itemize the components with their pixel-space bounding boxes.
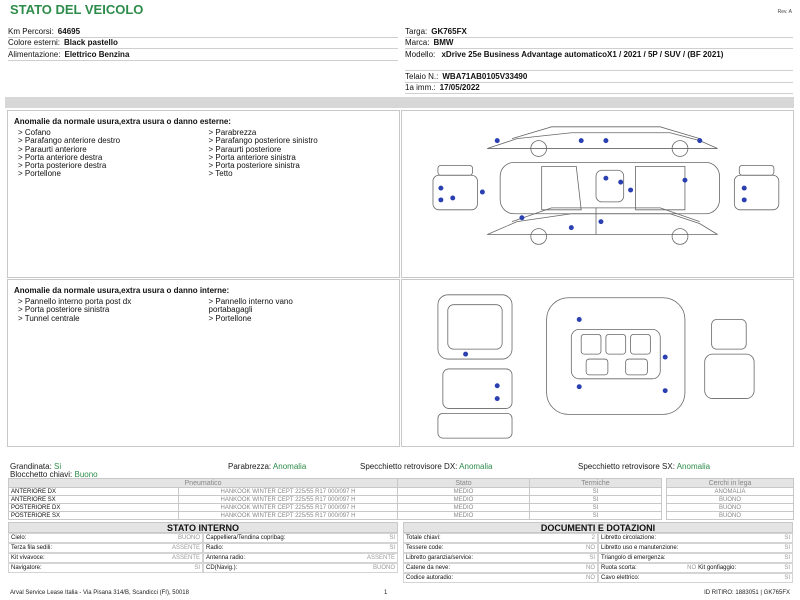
documents-grid — [403, 533, 793, 583]
list-item: portabagagli — [208, 305, 253, 315]
list-item: > Portellone — [18, 169, 61, 179]
grid-cell: Navigatore: SI — [8, 563, 203, 573]
external-anomalies-panel — [7, 110, 400, 278]
external-anomalies-title: Anomalie da normale usura,extra usura o danno esterne: — [14, 117, 231, 126]
tyre-header: Pneumatico — [9, 479, 398, 488]
grid-cell: Totale chiavi: 2 — [403, 533, 598, 543]
list-item: > Paraurti anteriore — [18, 144, 87, 154]
internal-anomalies-list — [18, 298, 399, 323]
plate-value: GK765FX — [431, 26, 467, 36]
grid-cell: Cavo elettrico: SI — [598, 573, 793, 583]
keys-value: Buono — [74, 470, 98, 479]
km-row — [8, 26, 398, 38]
windshield-row — [228, 462, 306, 471]
list-item: > Pannello interno vano — [208, 297, 293, 306]
section-divider — [5, 97, 794, 108]
table-row: ANOMALIA — [667, 488, 794, 496]
brand-value: BMW — [433, 38, 454, 48]
model-row — [405, 49, 793, 71]
list-item: > Tunnel centrale — [18, 313, 80, 323]
internal-anomalies-title: Anomalie da normale usura,extra usura o danno interne: — [14, 286, 230, 295]
table-row: ANTERIORE SX HANKOOK WINTER CEPT 225/55 R17 000/097 H MEDIO SI — [9, 496, 662, 504]
plate-row — [405, 26, 793, 38]
brand-row — [405, 38, 793, 50]
list-item: > Porta posteriore destra — [18, 161, 107, 171]
grid-cell: Tessere code: NO — [403, 543, 598, 553]
color-label: Colore esterni: — [8, 38, 61, 48]
external-col-1 — [18, 129, 209, 179]
list-item: > Porta posteriore sinistra — [208, 161, 300, 171]
list-item: > Parafango anteriore destro — [18, 136, 121, 146]
table-row: POSTERIORE SX HANKOOK WINTER CEPT 225/55 R17 000/097 H MEDIO SI — [9, 512, 662, 520]
mirror-dx-value: Anomalia — [459, 462, 493, 471]
list-item: > Porta posteriore sinistra — [18, 305, 110, 315]
table-row: ANTERIORE DX HANKOOK WINTER CEPT 225/55 R17 000/097 H MEDIO SI — [9, 488, 662, 496]
list-item: > Tetto — [208, 169, 233, 179]
grid-cell: Cappelliera/Tendina copribag: SI — [203, 533, 398, 543]
grid-cell: CD(Navig.): BUONO — [203, 563, 398, 573]
registration-value: 17/05/2022 — [439, 83, 480, 93]
external-anomalies-list — [18, 129, 399, 179]
fuel-label: Alimentazione: — [8, 49, 61, 59]
vin-value: WBA71AB0105V33490 — [442, 71, 528, 81]
grid-cell: Radio: SI — [203, 543, 398, 553]
external-col-2 — [209, 129, 400, 179]
documents-title: DOCUMENTI E DOTAZIONI — [403, 522, 793, 533]
registration-row — [405, 83, 793, 95]
list-item: > Portellone — [208, 313, 252, 323]
windshield-label: Parabrezza: — [228, 462, 272, 471]
table-row: BUONO — [667, 496, 794, 504]
grid-cell: Terza fila sedili: ASSENTE — [8, 543, 203, 553]
status-header: Stato — [398, 479, 530, 488]
interior-status-grid — [8, 533, 398, 573]
mirror-sx-value: Anomalia — [676, 462, 711, 471]
internal-damage-diagram — [401, 279, 794, 447]
mirror-dx-label: Specchietto retrovisore DX: — [360, 462, 458, 471]
table-row: BUONO — [667, 512, 794, 520]
internal-anomalies-panel — [7, 279, 400, 447]
footer-page: 1 — [384, 590, 388, 596]
grid-cell: Catene da neve: NO — [403, 563, 598, 573]
grid-cell: Libretto circolazione: SI — [598, 533, 793, 543]
grid-cell: Libretto uso e manutenzione: SI — [598, 543, 793, 553]
damage-markers — [438, 138, 746, 230]
grid-cell: Cielo: BUONO — [8, 533, 203, 543]
grid-cell: Kit vivavoce: ASSENTE — [8, 553, 203, 563]
mirror-sx-row — [578, 462, 710, 471]
grid-cell: Ruota scorta: NO Kit gonfiaggio: SI — [598, 563, 793, 573]
list-item: > Parabrezza — [208, 128, 257, 137]
list-item: > Parafango posteriore sinistro — [208, 136, 318, 146]
mirror-dx-row — [360, 462, 493, 471]
table-row: POSTERIORE DX HANKOOK WINTER CEPT 225/55 R17 000/097 H MEDIO SI — [9, 504, 662, 512]
list-item: > Pannello interno porta post dx — [18, 297, 132, 306]
color-row — [8, 38, 398, 50]
mirror-sx-label: Specchietto retrovisore SX: — [578, 462, 675, 471]
car-exterior-diagram — [402, 111, 793, 277]
interior-status-title: STATO INTERNO — [8, 522, 398, 533]
table-row: BUONO — [667, 504, 794, 512]
vin-label: Telaio N.: — [405, 71, 439, 81]
grid-cell: Codice autoradio: NO — [403, 573, 598, 583]
hail-label: Grandinata: — [10, 462, 52, 471]
footer-company: Arval Service Lease Italia - Via Pisana 314/B, Scandicci (FI), 50018 — [10, 590, 189, 596]
model-label: Modello: — [405, 50, 436, 59]
windshield-value: Anomalia — [272, 462, 307, 471]
list-item: > Porta anteriore sinistra — [208, 152, 296, 162]
grid-cell: Antenna radio: ASSENTE — [203, 553, 398, 563]
list-item: > Porta anteriore destra — [18, 152, 103, 162]
km-value: 64695 — [57, 26, 81, 36]
grid-cell: Libretto garanzia/service: SI — [403, 553, 598, 563]
fuel-row — [8, 49, 398, 61]
grid-cell: Triangolo di emergenza: SI — [598, 553, 793, 563]
car-interior-diagram — [402, 280, 793, 446]
thermal-header: Termiche — [530, 479, 662, 488]
revision-label: Rev. A — [777, 9, 792, 15]
plate-label: Targa: — [405, 26, 428, 36]
footer-id: ID RITIRO: 1883051 | GK765FX — [704, 590, 790, 596]
list-item: > Paraurti posteriore — [208, 144, 282, 154]
vehicle-info-left — [8, 26, 398, 61]
keys-label: Blocchetto chiavi: — [10, 470, 73, 479]
fuel-value: Elettrico Benzina — [64, 49, 130, 59]
rims-table — [666, 478, 794, 520]
tyres-table — [8, 478, 662, 520]
external-damage-diagram — [401, 110, 794, 278]
list-item: > Cofano — [18, 128, 51, 137]
color-value: Black pastello — [64, 38, 118, 48]
registration-label: 1a imm.: — [405, 83, 436, 93]
brand-label: Marca: — [405, 38, 430, 48]
km-label: Km Percorsi: — [8, 26, 54, 36]
model-value: xDrive 25e Business Advantage automaticoX1 / 2021 / 5P / SUV / (BF 2021) — [441, 50, 724, 59]
rims-header: Cerchi in lega — [667, 479, 794, 488]
internal-col-2 — [209, 298, 400, 323]
page-title: STATO DEL VEICOLO — [10, 2, 144, 17]
vin-row — [405, 71, 793, 83]
hail-value: Si — [54, 462, 62, 471]
internal-col-1 — [18, 298, 209, 323]
vehicle-info-right — [405, 26, 793, 94]
